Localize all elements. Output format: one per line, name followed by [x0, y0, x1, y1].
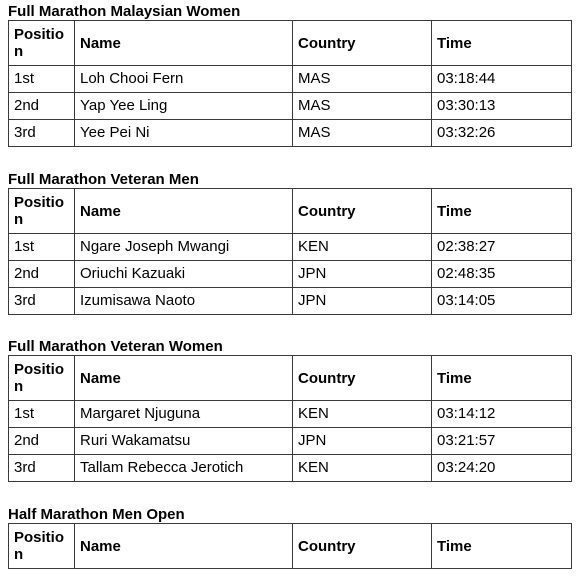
- country-cell: JPN: [293, 428, 432, 455]
- time-cell: 03:21:57: [432, 428, 572, 455]
- position-cell: 2nd: [9, 261, 75, 288]
- country-header: Country: [293, 21, 432, 66]
- name-cell: Loh Chooi Fern: [75, 66, 293, 93]
- position-cell: 3rd: [9, 455, 75, 482]
- time-cell: 03:18:44: [432, 66, 572, 93]
- table-row: [9, 455, 572, 482]
- table-row: [9, 234, 572, 261]
- table-row: [9, 261, 572, 288]
- time-header: Time: [432, 21, 572, 66]
- position-cell: 3rd: [9, 120, 75, 147]
- name-header: Name: [75, 21, 293, 66]
- country-cell: KEN: [293, 455, 432, 482]
- section-title: Full Marathon Veteran Men: [8, 171, 199, 188]
- table-row: [9, 66, 572, 93]
- position-cell: 2nd: [9, 428, 75, 455]
- name-cell: Oriuchi Kazuaki: [75, 261, 293, 288]
- results-section: [8, 4, 571, 147]
- position-cell: 1st: [9, 401, 75, 428]
- table-header-row: [9, 524, 572, 569]
- table-row: [9, 288, 572, 315]
- table-row: [9, 401, 572, 428]
- position-cell: 3rd: [9, 288, 75, 315]
- name-header: Name: [75, 524, 293, 569]
- results-table: [8, 355, 572, 482]
- position-header: Position: [9, 524, 75, 569]
- table-row: [9, 93, 572, 120]
- position-cell: 1st: [9, 234, 75, 261]
- country-cell: MAS: [293, 66, 432, 93]
- name-header: Name: [75, 189, 293, 234]
- name-cell: Yap Yee Ling: [75, 93, 293, 120]
- time-cell: 03:14:12: [432, 401, 572, 428]
- section-title: Full Marathon Malaysian Women: [8, 3, 241, 20]
- time-header: Time: [432, 524, 572, 569]
- results-table: [8, 20, 572, 147]
- time-cell: 03:24:20: [432, 455, 572, 482]
- name-cell: Yee Pei Ni: [75, 120, 293, 147]
- country-cell: JPN: [293, 288, 432, 315]
- results-section: [8, 507, 571, 569]
- position-cell: 2nd: [9, 93, 75, 120]
- table-header-row: [9, 356, 572, 401]
- results-table: [8, 188, 572, 315]
- country-cell: MAS: [293, 120, 432, 147]
- time-header: Time: [432, 356, 572, 401]
- results-section: [8, 172, 571, 315]
- name-cell: Margaret Njuguna: [75, 401, 293, 428]
- table-row: [9, 120, 572, 147]
- section-title: Full Marathon Veteran Women: [8, 338, 223, 355]
- table-header-row: [9, 189, 572, 234]
- time-cell: 02:38:27: [432, 234, 572, 261]
- name-header: Name: [75, 356, 293, 401]
- results-section: [8, 339, 571, 482]
- time-cell: 02:48:35: [432, 261, 572, 288]
- name-cell: Ngare Joseph Mwangi: [75, 234, 293, 261]
- time-cell: 03:30:13: [432, 93, 572, 120]
- time-cell: 03:14:05: [432, 288, 572, 315]
- section-title: Half Marathon Men Open: [8, 506, 185, 523]
- country-header: Country: [293, 356, 432, 401]
- time-header: Time: [432, 189, 572, 234]
- time-cell: 03:32:26: [432, 120, 572, 147]
- position-header: Position: [9, 21, 75, 66]
- name-cell: Tallam Rebecca Jerotich: [75, 455, 293, 482]
- country-header: Country: [293, 524, 432, 569]
- results-table: [8, 523, 572, 569]
- country-cell: MAS: [293, 93, 432, 120]
- country-cell: JPN: [293, 261, 432, 288]
- position-header: Position: [9, 189, 75, 234]
- name-cell: Ruri Wakamatsu: [75, 428, 293, 455]
- country-cell: KEN: [293, 401, 432, 428]
- position-header: Position: [9, 356, 75, 401]
- country-cell: KEN: [293, 234, 432, 261]
- country-header: Country: [293, 189, 432, 234]
- position-cell: 1st: [9, 66, 75, 93]
- table-row: [9, 428, 572, 455]
- table-header-row: [9, 21, 572, 66]
- name-cell: Izumisawa Naoto: [75, 288, 293, 315]
